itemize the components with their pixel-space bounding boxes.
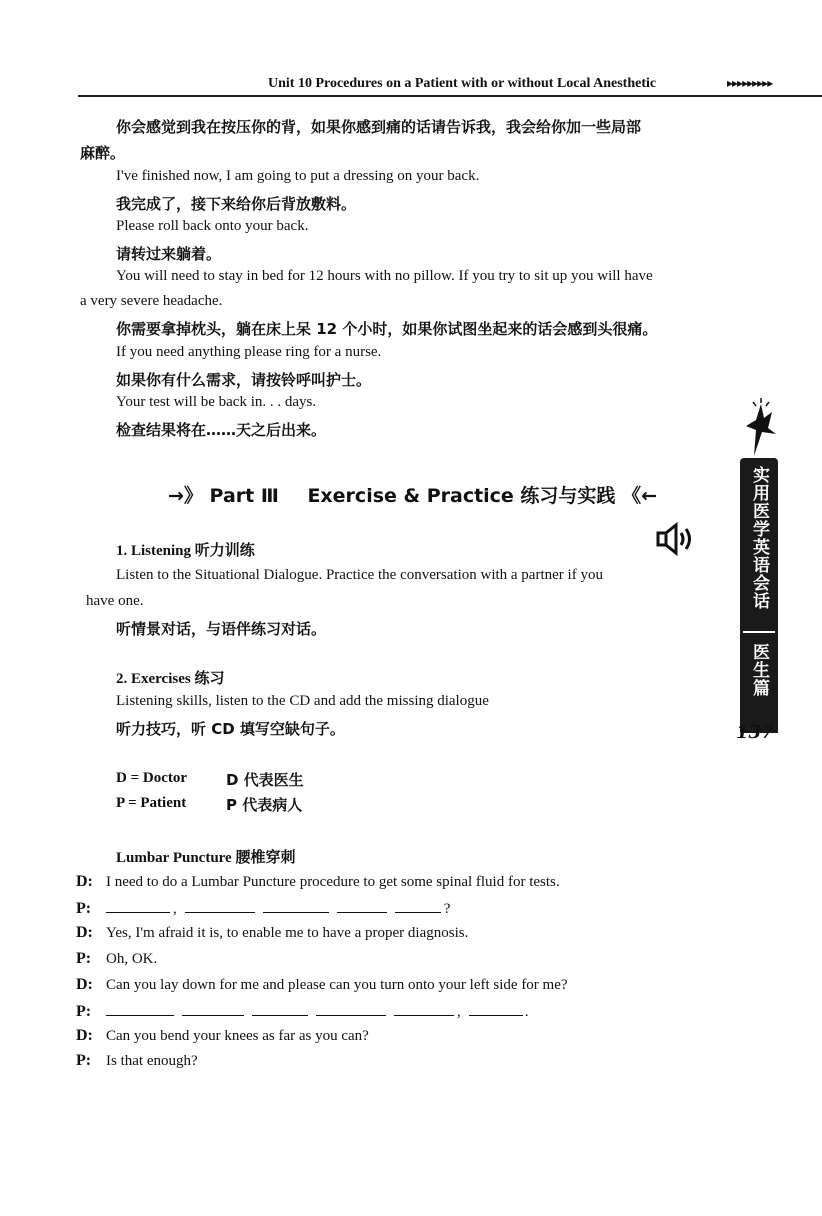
part-heading — [168, 481, 657, 508]
answer-blank[interactable] — [182, 1001, 244, 1016]
dialogue-text: Can you lay down for me and please can you turn onto your left side for me? — [106, 977, 568, 993]
answer-blank[interactable] — [252, 1001, 308, 1016]
dialogue-line — [76, 1027, 369, 1045]
dialogue-line — [76, 950, 157, 968]
page-number: 137 — [736, 722, 774, 743]
dialogue-text: Can you bend your knees as far as you can? — [106, 1028, 369, 1044]
dialogue-line — [76, 898, 450, 918]
speaker-label: P: — [76, 900, 92, 917]
listening-heading: 1. Listening 听力训练 — [116, 543, 255, 559]
answer-blank[interactable] — [337, 898, 387, 913]
blank-punct: , — [457, 1004, 461, 1020]
dialogue-line — [76, 1001, 529, 1021]
header-rule — [78, 95, 822, 97]
intro-line: 你会感觉到我在按压你的背，如果你感到痛的话请告诉我，我会给你加一些局部 — [116, 118, 642, 136]
legend-code-patient: P = Patient — [116, 795, 187, 811]
speaker-icon[interactable] — [656, 522, 700, 556]
part-label: Part Ⅲ — [209, 485, 279, 507]
intro-line: a very severe headache. — [80, 293, 223, 309]
dialogue-line — [76, 924, 468, 942]
answer-blank[interactable] — [395, 898, 441, 913]
header-arrows: ▸▸▸▸▸▸▸▸▸ — [727, 76, 773, 90]
dialogue-title: Lumbar Puncture 腰椎穿刺 — [116, 850, 296, 866]
listening-instruction-zh: 听情景对话，与语伴练习对话。 — [116, 620, 327, 638]
answer-blank[interactable] — [185, 898, 255, 913]
running-header: Unit 10 Procedures on a Patient with or without Local Anesthetic — [268, 76, 657, 91]
answer-blank[interactable] — [469, 1001, 523, 1016]
speaker-label: D: — [76, 976, 93, 993]
answer-blank[interactable] — [263, 898, 329, 913]
dialogue-text: Is that enough? — [106, 1053, 198, 1069]
flame-icon — [744, 398, 778, 462]
part-title: Exercise & Practice 练习与实践 — [307, 485, 616, 507]
speaker-label: D: — [76, 873, 93, 890]
intro-line: You will need to stay in bed for 12 hours with no pillow. If you try to sit up you will have — [116, 268, 653, 284]
exercises-instruction-zh: 听力技巧，听 CD 填写空缺句子。 — [116, 720, 345, 738]
intro-line: 检查结果将在……天之后出来。 — [116, 421, 327, 439]
listening-instruction-cont: have one. — [86, 593, 144, 609]
intro-line: 你需要拿掉枕头，躺在床上呆 12 个小时，如果你试图坐起来的话会感到头很痛。 — [116, 320, 658, 338]
intro-line: 我完成了，接下来给你后背放敷料。 — [116, 195, 357, 213]
intro-line: 麻醉。 — [80, 144, 126, 162]
dialogue-line — [76, 873, 560, 891]
side-tab-volume: 医生篇 — [749, 643, 769, 697]
legend-code-doctor: D = Doctor — [116, 770, 188, 786]
listening-instruction: Listen to the Situational Dialogue. Practice the conversation with a partner if you — [116, 567, 603, 583]
speaker-label: P: — [76, 1003, 92, 1020]
speaker-label: P: — [76, 1052, 92, 1069]
speaker-label: D: — [76, 1027, 93, 1044]
part-left-ornament: →》 — [168, 485, 203, 507]
side-tab — [740, 428, 778, 728]
speaker-label: P: — [76, 950, 92, 967]
legend-zh-patient: P 代表病人 — [226, 796, 303, 814]
speaker-label: D: — [76, 924, 93, 941]
dialogue-text: Yes, I'm afraid it is, to enable me to have a proper diagnosis. — [106, 925, 469, 941]
exercises-heading: 2. Exercises 练习 — [116, 671, 225, 687]
blank-punct: . — [524, 1004, 529, 1020]
intro-line: 请转过来躺着。 — [116, 245, 222, 263]
intro-line: Please roll back onto your back. — [116, 218, 309, 234]
dialogue-text: I need to do a Lumbar Puncture procedure to get some spinal fluid for tests. — [106, 874, 560, 890]
blank-punct: ? — [443, 901, 451, 917]
answer-blank[interactable] — [394, 1001, 454, 1016]
answer-blank[interactable] — [316, 1001, 386, 1016]
blank-punct: , — [173, 901, 177, 917]
side-tab-book-title: 实用医学英语会话 — [749, 466, 769, 610]
dialogue-text: Oh, OK. — [106, 951, 158, 967]
dialogue-line — [76, 976, 568, 994]
part-right-ornament: 《← — [622, 485, 657, 507]
exercises-instruction: Listening skills, listen to the CD and add the missing dialogue — [116, 693, 489, 709]
dialogue-line — [76, 1052, 198, 1070]
legend-zh-doctor: D 代表医生 — [226, 771, 304, 789]
intro-line: 如果你有什么需求，请按铃呼叫护士。 — [116, 371, 372, 389]
intro-line: Your test will be back in. . . days. — [116, 394, 317, 410]
answer-blank[interactable] — [106, 1001, 174, 1016]
answer-blank[interactable] — [106, 898, 170, 913]
intro-line: I've finished now, I am going to put a dressing on your back. — [116, 168, 480, 184]
side-tab-divider — [743, 631, 775, 633]
intro-line: If you need anything please ring for a nurse. — [116, 344, 382, 360]
